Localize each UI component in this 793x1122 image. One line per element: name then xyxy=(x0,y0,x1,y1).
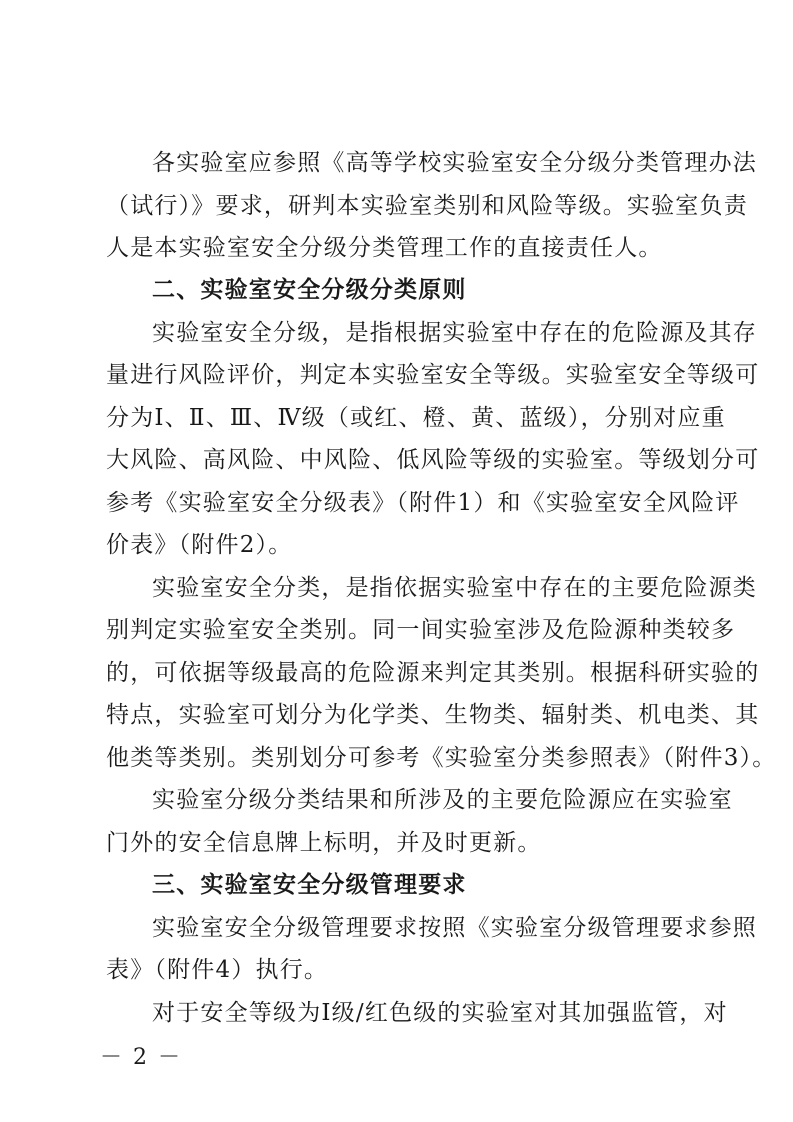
paragraph-line: 实验室安全分类，是指依据实验室中存在的主要危险源类 xyxy=(152,575,757,601)
paragraph-line: 实验室分级分类结果和所涉及的主要危险源应在实验室 xyxy=(152,787,733,813)
section-heading: 三、实验室安全分级管理要求 xyxy=(152,872,467,898)
paragraph-line: 特点，实验室可划分为化学类、生物类、辐射类、机电类、其 xyxy=(106,702,760,728)
section-heading: 二、实验室安全分级分类原则 xyxy=(152,277,467,303)
paragraph-line: 人是本实验室安全分级分类管理工作的直接责任人。 xyxy=(106,235,663,261)
paragraph-line: 实验室安全分级，是指根据实验室中存在的危险源及其存 xyxy=(152,320,757,346)
page-number: － 2 － xyxy=(100,1045,182,1070)
paragraph-line: 表》（附件4）执行。 xyxy=(106,957,329,983)
paragraph-line: 别判定实验室安全类别。同一间实验室涉及危险源种类较多 xyxy=(106,617,736,643)
paragraph-line: 分为Ⅰ、Ⅱ、Ⅲ、Ⅳ级（或红、橙、黄、蓝级），分别对应重 xyxy=(106,405,726,431)
paragraph-line: 各实验室应参照《高等学校实验室安全分级分类管理办法 xyxy=(152,150,757,176)
paragraph-line: 对于安全等级为Ⅰ级/红色级的实验室对其加强监管，对 xyxy=(152,1000,728,1026)
paragraph-line: 参考《实验室安全分级表》（附件1）和《实验室安全风险评 xyxy=(106,490,740,516)
paragraph-line: 大风险、高风险、中风险、低风险等级的实验室。等级划分可 xyxy=(106,447,760,473)
paragraph-line: （试行）》要求，研判本实验室类别和风险等级。实验室负责 xyxy=(106,193,748,219)
paragraph-line: 门外的安全信息牌上标明，并及时更新。 xyxy=(106,830,542,856)
paragraph-line: 实验室安全分级管理要求按照《实验室分级管理要求参照 xyxy=(152,915,757,941)
paragraph-line: 量进行风险评价，判定本实验室安全等级。实验室安全等级可 xyxy=(106,362,760,388)
paragraph-line: 的，可依据等级最高的危险源来判定其类别。根据科研实验的 xyxy=(106,660,760,686)
paragraph-line: 他类等类别。类别划分可参考《实验室分类参照表》（附件3）。 xyxy=(106,745,777,771)
paragraph-line: 价表》（附件2）。 xyxy=(106,532,293,558)
